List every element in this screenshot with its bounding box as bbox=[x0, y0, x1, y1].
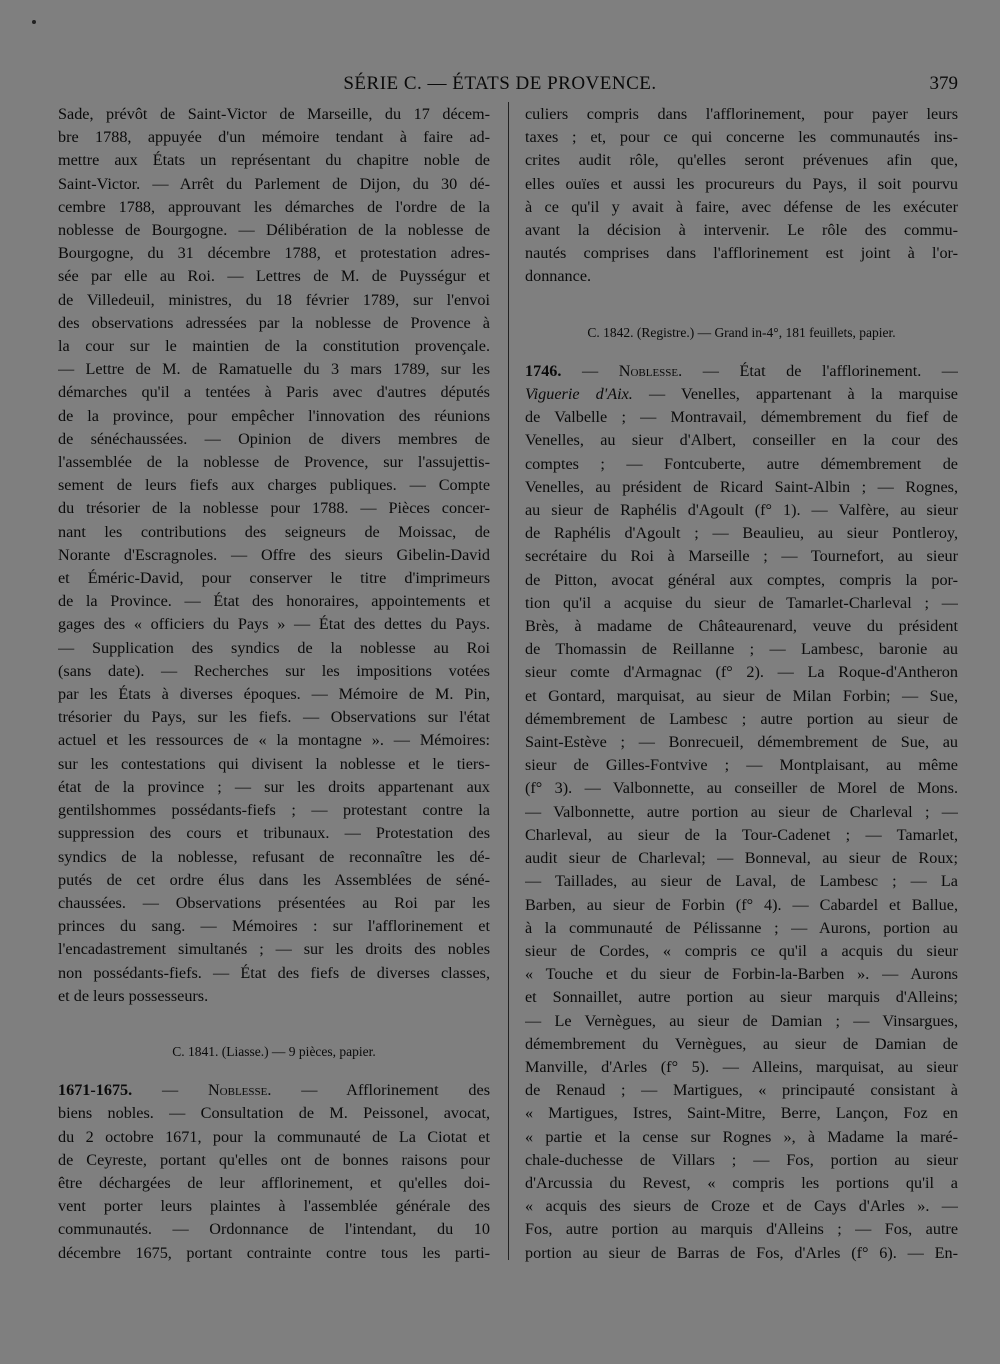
text-line: Barben, au sieur de Forbin (f° 4). — Cabardel et Ballue, bbox=[525, 895, 958, 914]
text-line: démembrement du Vernègues, au sieur de Damian de bbox=[525, 1034, 958, 1053]
text-line: du 2 octobre 1671, pour la communauté de La Ciotat et bbox=[58, 1127, 490, 1146]
text-line: — Lettre de M. de Ramatuelle du 3 mars 1789, sur les bbox=[58, 360, 490, 379]
entry-date: 1671-1675. bbox=[58, 1081, 133, 1100]
text-line: de Renaud ; — Martigues, « principauté consistant à bbox=[525, 1081, 958, 1100]
left-paragraph-1 bbox=[58, 103, 490, 1008]
entry-1671-first-line: 1671-1675. — Noblesse. — Afflorinement des bbox=[58, 1081, 490, 1100]
text-line: tion qu'il a acquise du sieur de Tamarlet-Charleval ; — bbox=[525, 593, 958, 612]
text-line: Saint-Victor. — Arrêt du Parlement de Dijon, du 30 dé- bbox=[58, 174, 490, 193]
text-line: taxes ; et, pour ce qui concerne les communautés ins- bbox=[525, 128, 958, 147]
entry-1746-first-line: 1746. — Noblesse. — État de l'afflorinement. — bbox=[525, 361, 958, 380]
text-line: portion au sieur de Barras de Fos, d'Arles (f° 6). — En- bbox=[525, 1243, 958, 1262]
text-line: et Sonnaillet, autre portion au sieur marquis d'Alleins; bbox=[525, 988, 958, 1007]
text-line: suppression des cours et tribunaux. — Protestation des bbox=[58, 824, 490, 843]
text-line: de Raphélis d'Agoult ; — Beaulieu, au sieur Pontleroy, bbox=[525, 524, 958, 543]
text-line: trésorier du Pays, sur les fiefs. — Observations sur l'état bbox=[58, 708, 490, 727]
text-line: gentilshommes possédants-fiefs ; — protestant contre la bbox=[58, 801, 490, 820]
text-line: noblesse de Bourgogne. — Délibération de la noblesse de bbox=[58, 221, 490, 240]
text-line: elles ouïes et aussi les procureurs du Pays, il soit pourvu bbox=[525, 174, 958, 193]
entry-second-text: — Venelles, appartenant à la marquise bbox=[632, 385, 958, 404]
text-line: communautés. — Ordonnance de l'intendant, du 10 bbox=[58, 1220, 490, 1239]
text-line: Fos, autre portion au marquis d'Alleins ; — Fos, autre bbox=[525, 1220, 958, 1239]
text-line: des observations adressées par la noblesse de Provence à bbox=[58, 313, 490, 332]
column-divider bbox=[508, 102, 509, 1260]
text-line: et Éméric-David, pour conserver le titre d'imprimeurs bbox=[58, 569, 490, 588]
text-line: secrétaire du Roi à Marseille ; — Tournefort, au sieur bbox=[525, 547, 958, 566]
text-line: de la province, pour empêcher l'innovation des réunions bbox=[58, 406, 490, 425]
text-line: gages des « officiers du Pays » — État des dettes du Pays. bbox=[58, 615, 490, 634]
text-line: de sénéchaussées. — Opinion de divers membres de bbox=[58, 429, 490, 448]
text-line: démembrement de Lambesc ; autre portion au sieur de bbox=[525, 709, 958, 728]
text-line: — Taillades, au sieur de Laval, de Lambesc ; — La bbox=[525, 872, 958, 891]
text-line: chale-duchesse de Villars ; — Fos, portion au sieur bbox=[525, 1150, 958, 1169]
text-line: sieur comte d'Armagnac (f° 2). — La Roque-d'Antheron bbox=[525, 663, 958, 682]
text-line: Charleval, au sieur de la Tour-Cadenet ; — Tamarlet, bbox=[525, 825, 958, 844]
entry-heading: Noblesse. bbox=[207, 1081, 272, 1100]
text-line: Venelles, au président de Ricard Saint-Albin ; — Rognes, bbox=[525, 477, 958, 496]
text-line: démarches qu'il a tentées à Paris avec d'autres députés bbox=[58, 383, 490, 402]
text-line: actuel et les ressources de « la montagne ». — Mémoires: bbox=[58, 731, 490, 750]
text-line: Bourgogne, du 31 décembre 1788, et protestation adres- bbox=[58, 244, 490, 263]
text-line: (f° 3). — Valbonnette, au conseiller de Morel de Mons. bbox=[525, 779, 958, 798]
text-line: sieur de Gilles-Fontvive ; — Montplaisant, au même bbox=[525, 756, 958, 775]
text-line: nautés comprises dans l'afflorinement est joint à l'or- bbox=[525, 244, 958, 263]
text-line: sée par elle au Roi. — Lettres de M. de Puysségur et bbox=[58, 267, 490, 286]
entry-first-text: — Afflorinement des bbox=[271, 1081, 490, 1100]
text-line: de Ceyreste, portant qu'elles ont de bonnes raisons pour bbox=[58, 1150, 490, 1169]
text-line: chaussées. — Observations présentées au Roi par les bbox=[58, 893, 490, 912]
text-line: « acquis des sieurs de Croze et de Cays d'Arles ». — bbox=[525, 1197, 958, 1216]
left-paragraph-2 bbox=[58, 1102, 490, 1264]
text-line: crites audit rôle, qu'elles seront prévenues afin que, bbox=[525, 151, 958, 170]
text-line: du trésorier de la noblesse pour 1788. — Pièces concer- bbox=[58, 499, 490, 518]
page-number: 379 bbox=[929, 73, 958, 94]
text-line: à la communauté de Pélissanne ; — Aurons, portion au bbox=[525, 918, 958, 937]
text-line: Sade, prévôt de Saint-Victor de Marseille, du 17 décem- bbox=[58, 105, 490, 123]
text-line: Norante d'Escragnoles. — Offre des sieurs Gibelin-David bbox=[58, 545, 490, 564]
text-line: audit sieur de Charleval; — Bonneval, au sieur de Roux; bbox=[525, 849, 958, 868]
text-line: — Supplication des syndics de la noblesse au Roi bbox=[58, 638, 490, 657]
right-paragraph-2 bbox=[525, 406, 958, 1265]
archive-reference-c1842: C. 1842. (Registre.) — Grand in-4°, 181 feuillets, papier. bbox=[587, 324, 896, 340]
text-line: comptes ; — Fontcuberte, autre démembrement de bbox=[525, 454, 958, 473]
text-line: mettre aux États un représentant du chapitre noble de bbox=[58, 151, 490, 170]
text-line: de Pitton, avocat général aux comptes, compris la por- bbox=[525, 570, 958, 589]
text-line: — Le Vernègues, au sieur de Damian ; — Vinsargues, bbox=[525, 1011, 958, 1030]
text-line: Venelles, au sieur d'Albert, conseiller en la cour des bbox=[525, 431, 958, 450]
text-line: culiers compris dans l'afflorinement, pour payer leurs bbox=[525, 105, 958, 123]
text-line: donnance. bbox=[525, 267, 592, 286]
text-line: sur les contestations qui divisent la noblesse et le tiers- bbox=[58, 754, 490, 773]
entry-heading: Noblesse. bbox=[618, 361, 683, 380]
text-line: l'encadastrement simultanés ; — sur les droits des nobles bbox=[58, 940, 490, 959]
text-line: biens nobles. — Consultation de M. Peissonel, avocat, bbox=[58, 1104, 490, 1123]
text-line: vent porter leurs plaintes à l'assemblée générale des bbox=[58, 1197, 490, 1216]
text-line: sieur de Cordes, « compris ce qu'il a acquis du sieur bbox=[525, 941, 958, 960]
text-line: de Thomassin de Reillanne ; — Lambesc, baronie au bbox=[525, 640, 958, 659]
text-line: la cour sur le maintien de la constitution provençale. bbox=[58, 337, 490, 356]
text-line: décembre 1675, portant contrainte contre tous les parti- bbox=[58, 1243, 490, 1262]
text-line: être déchargées de leur afflorinement, et qu'elles doi- bbox=[58, 1173, 490, 1192]
text-line: non possédants-fiefs. — État des fiefs de diverses classes, bbox=[58, 963, 490, 982]
entry-subheading: Viguerie d'Aix. bbox=[525, 385, 633, 404]
running-title: SÉRIE C. — ÉTATS DE PROVENCE. bbox=[343, 73, 657, 94]
text-line: « Martigues, Istres, Saint-Mitre, Berre, Lançon, Foz en bbox=[525, 1104, 958, 1123]
text-line: bre 1788, appuyée d'un mémoire tendant à faire ad- bbox=[58, 128, 490, 147]
text-line: à ce qu'il y avait à faire, avec défense de les exécuter bbox=[525, 197, 958, 216]
text-line: « partie et la cense sur Rognes », à Madame la maré- bbox=[525, 1127, 958, 1146]
text-line: sement de leurs fiefs aux charges publiques. — Compte bbox=[58, 476, 490, 495]
text-line: au sieur de Raphélis d'Agoult (f° 1). — Valfère, au sieur bbox=[525, 501, 958, 520]
text-line: par les États à diverses époques. — Mémoire de M. Pin, bbox=[58, 685, 490, 704]
entry-1746-second-line bbox=[525, 383, 958, 406]
left-column bbox=[58, 103, 490, 1265]
text-line: l'assemblée de la noblesse de Provence, sur l'assujettis- bbox=[58, 453, 490, 472]
text-line: « Touche et du sieur de Forbin-la-Barben ». — Aurons bbox=[525, 965, 958, 984]
text-line: d'Arcussia du Revest, « compris les portions qu'il a bbox=[525, 1173, 958, 1192]
text-line: princes du sang. — Mémoires : sur l'afflorinement et bbox=[58, 917, 490, 936]
text-line: de Villedeuil, ministres, du 18 février 1789, sur l'envoi bbox=[58, 290, 490, 309]
text-line: putés de cet ordre élus dans les Assemblées de séné- bbox=[58, 870, 490, 889]
text-line: Manville, d'Arles (f° 5). — Alleins, marquisat, au sieur bbox=[525, 1057, 958, 1076]
text-line: Saint-Estève ; — Bonrecueil, démembrement de Sue, au bbox=[525, 733, 958, 752]
archive-reference-c1841: C. 1841. (Liasse.) — 9 pièces, papier. bbox=[172, 1043, 376, 1059]
speck bbox=[32, 20, 36, 24]
text-line: Brès, à madame de Châteaurenard, veuve du président bbox=[525, 617, 958, 636]
entry-date: 1746. bbox=[525, 361, 562, 380]
entry-first-text: — État de l'afflorinement. — bbox=[682, 361, 958, 380]
text-line: et Gontard, marquisat, au sieur de Milan Forbin; — Sue, bbox=[525, 686, 958, 705]
text-line: de la Province. — État des honoraires, appointements et bbox=[58, 592, 490, 611]
text-line: avant la décision à intervenir. Le rôle des commu- bbox=[525, 221, 958, 240]
right-column bbox=[525, 103, 958, 1265]
text-line: syndics de la noblesse, refusant de reconnaître les dé- bbox=[58, 847, 490, 866]
page-header bbox=[0, 73, 1000, 97]
text-line: de Valbelle ; — Montravail, démembrement du fief de bbox=[525, 408, 958, 427]
text-line: — Valbonnette, autre portion au sieur de Charleval ; — bbox=[525, 802, 958, 821]
text-line: (sans date). — Recherches sur les impositions votées bbox=[58, 661, 490, 680]
text-line: cembre 1788, approuvant les démarches de l'ordre de la bbox=[58, 197, 490, 216]
right-paragraph-1 bbox=[525, 103, 958, 289]
text-line: et de leurs possesseurs. bbox=[58, 986, 209, 1005]
text-line: état de la province ; — sur les droits appartenant aux bbox=[58, 777, 490, 796]
text-line: nant les contributions des seigneurs de Moissac, de bbox=[58, 522, 490, 541]
